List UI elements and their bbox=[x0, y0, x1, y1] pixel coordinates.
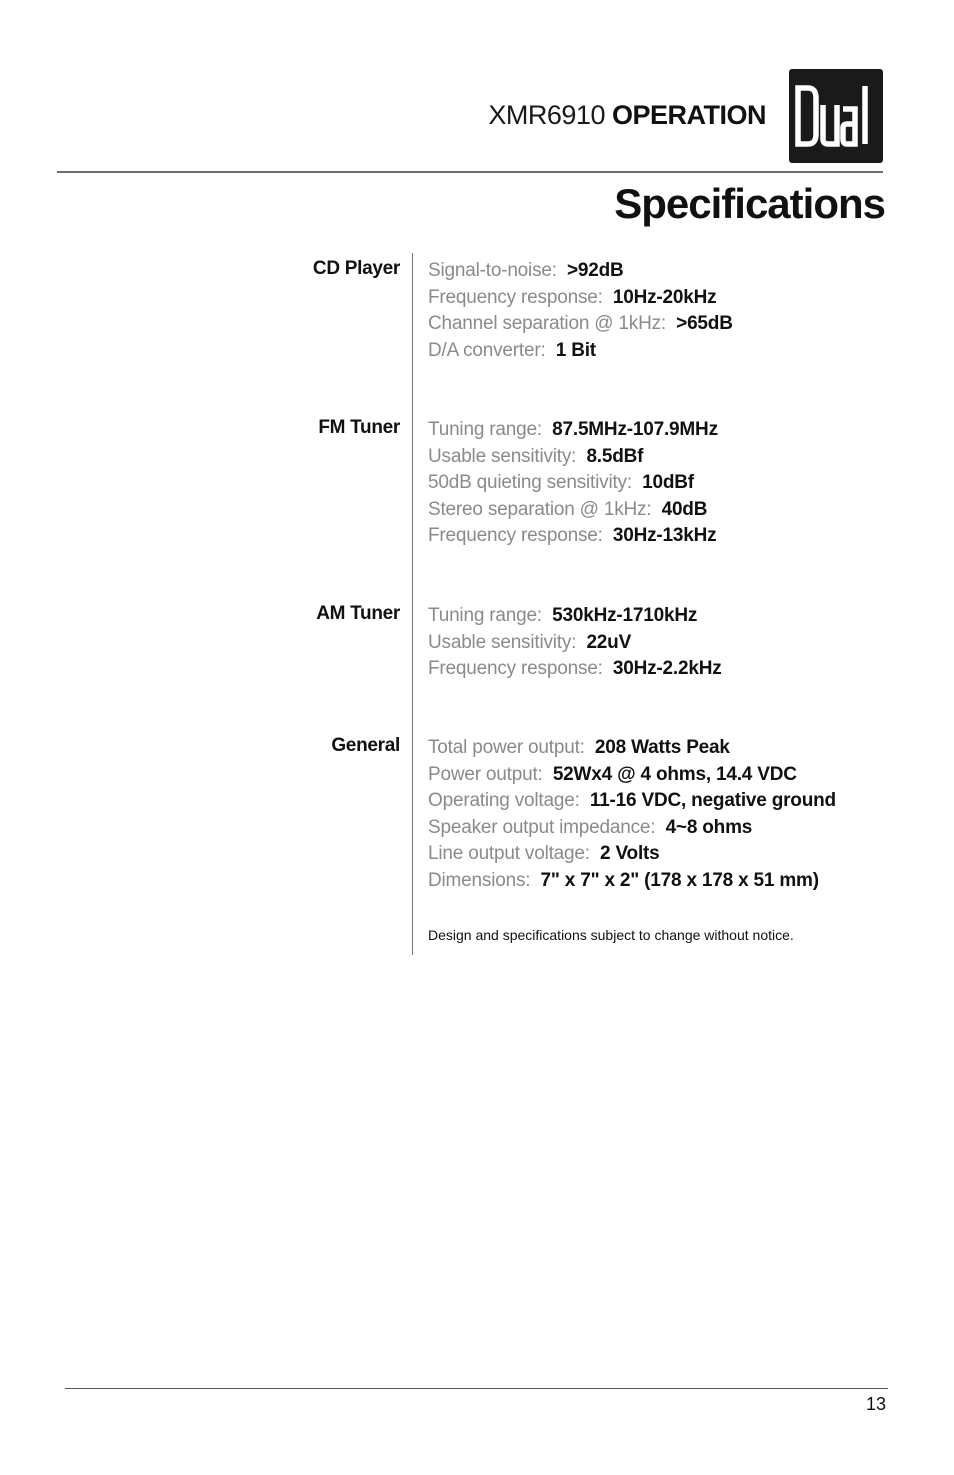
spec-label: Tuning range: bbox=[428, 419, 542, 440]
spec-list-fm-tuner bbox=[428, 417, 718, 550]
spec-value: 8.5dBf bbox=[586, 445, 644, 467]
spec-label: Usable sensitivity: bbox=[428, 445, 577, 467]
spec-label: Usable sensitivity: bbox=[428, 631, 577, 653]
spec-label: Signal-to-noise: bbox=[428, 260, 557, 281]
header-divider bbox=[57, 171, 883, 173]
spec-list-am-tuner bbox=[428, 603, 722, 683]
spec-label: Channel separation @ 1kHz: bbox=[428, 313, 666, 335]
spec-label: Total power output: bbox=[428, 737, 585, 758]
spec-value: 2 Volts bbox=[600, 843, 660, 865]
spec-label: Speaker output impedance: bbox=[428, 816, 656, 838]
spec-label: D/A converter: bbox=[428, 339, 546, 361]
spec-value: >92dB bbox=[567, 260, 624, 281]
section-label-am-tuner: AM Tuner bbox=[316, 603, 400, 624]
spec-row bbox=[428, 258, 733, 285]
dual-logo bbox=[789, 69, 883, 163]
spec-value: 4~8 ohms bbox=[665, 816, 753, 838]
spec-value: 22uV bbox=[586, 631, 632, 653]
spec-value: 208 Watts Peak bbox=[594, 737, 730, 758]
spec-value: 30Hz-13kHz bbox=[612, 525, 717, 547]
spec-value: >65dB bbox=[676, 313, 733, 335]
spec-row bbox=[428, 311, 733, 338]
spec-row bbox=[428, 815, 836, 842]
spec-row bbox=[428, 735, 836, 762]
spec-list-general bbox=[428, 735, 836, 895]
spec-value: 40dB bbox=[661, 498, 708, 520]
footer-divider bbox=[65, 1388, 888, 1389]
spec-row bbox=[428, 338, 733, 365]
section-name: OPERATION bbox=[611, 100, 766, 130]
spec-row bbox=[428, 523, 718, 550]
section-label-fm-tuner: FM Tuner bbox=[318, 417, 400, 438]
model-name: XMR6910 bbox=[488, 100, 605, 130]
spec-value: 10Hz-20kHz bbox=[612, 286, 717, 308]
spec-value: 530kHz-1710kHz bbox=[552, 605, 698, 626]
spec-value: 87.5MHz-107.9MHz bbox=[552, 419, 718, 440]
spec-row bbox=[428, 470, 718, 497]
dual-logo-mark bbox=[789, 69, 883, 163]
spec-value: 11-16 VDC, negative ground bbox=[589, 790, 836, 812]
spec-label: Frequency response: bbox=[428, 525, 603, 547]
spec-value: 1 Bit bbox=[555, 339, 596, 361]
column-divider bbox=[412, 253, 413, 955]
spec-label: Frequency response: bbox=[428, 286, 603, 308]
section-label-general: General bbox=[331, 735, 400, 756]
spec-row bbox=[428, 656, 722, 683]
spec-row bbox=[428, 841, 836, 868]
page-title: Specifications bbox=[614, 180, 885, 227]
page-number: 13 bbox=[865, 1394, 886, 1414]
spec-label: Tuning range: bbox=[428, 605, 542, 626]
spec-label: Power output: bbox=[428, 763, 543, 785]
spec-value: 30Hz-2.2kHz bbox=[612, 658, 722, 680]
spec-value: 10dBf bbox=[642, 472, 694, 494]
spec-row bbox=[428, 285, 733, 312]
spec-label: Operating voltage: bbox=[428, 790, 580, 812]
spec-label: Frequency response: bbox=[428, 658, 603, 680]
spec-row bbox=[428, 497, 718, 524]
spec-label: Line output voltage: bbox=[428, 843, 590, 865]
spec-row bbox=[428, 762, 836, 789]
spec-label: 50dB quieting sensitivity: bbox=[428, 472, 632, 494]
disclaimer-notice: Design and specifications subject to change without notice. bbox=[428, 927, 794, 943]
section-label-cd-player: CD Player bbox=[312, 258, 400, 279]
spec-row bbox=[428, 417, 718, 444]
spec-value: 7" x 7" x 2" (178 x 178 x 51 mm) bbox=[540, 869, 819, 891]
spec-label: Dimensions: bbox=[428, 869, 531, 891]
spec-row bbox=[428, 603, 722, 630]
spec-row bbox=[428, 444, 718, 471]
spec-list-cd-player bbox=[428, 258, 733, 364]
spec-row bbox=[428, 868, 836, 895]
spec-label: Stereo separation @ 1kHz: bbox=[428, 498, 652, 520]
header-title bbox=[488, 100, 766, 131]
spec-row bbox=[428, 630, 722, 657]
spec-value: 52Wx4 @ 4 ohms, 14.4 VDC bbox=[552, 763, 797, 785]
spec-row bbox=[428, 788, 836, 815]
